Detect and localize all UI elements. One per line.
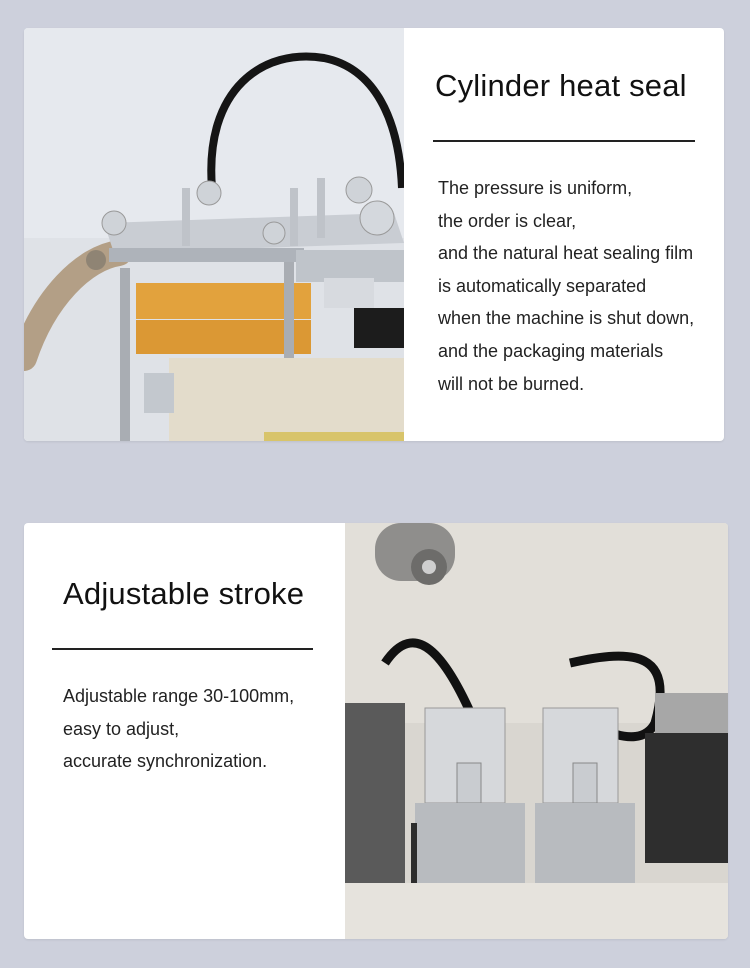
description-line: when the machine is shut down, [438, 308, 695, 329]
description-line: accurate synchronization. [63, 751, 268, 772]
feature-card-adjustable-stroke [24, 523, 728, 939]
cylinder-heat-seal-photo [24, 28, 404, 441]
description-line: easy to adjust, [63, 718, 180, 739]
description-line: Adjustable range 30-100mm, [63, 686, 295, 706]
description-line: will not be burned. [438, 373, 585, 394]
description-line: is automatically separated [438, 275, 647, 296]
divider [433, 140, 695, 142]
description-line: the order is clear, [438, 210, 577, 231]
section-title: Adjustable stroke [63, 576, 305, 611]
section-description [438, 172, 694, 400]
divider [52, 648, 313, 650]
section-title: Cylinder heat seal [435, 68, 687, 103]
description-line: and the natural heat sealing film [438, 243, 694, 264]
adjustable-stroke-photo [345, 523, 728, 939]
section-description [63, 680, 294, 778]
description-line: The pressure is uniform, [438, 178, 633, 198]
description-line: and the packaging materials [438, 340, 664, 361]
feature-card-cylinder-heat-seal [24, 28, 724, 441]
